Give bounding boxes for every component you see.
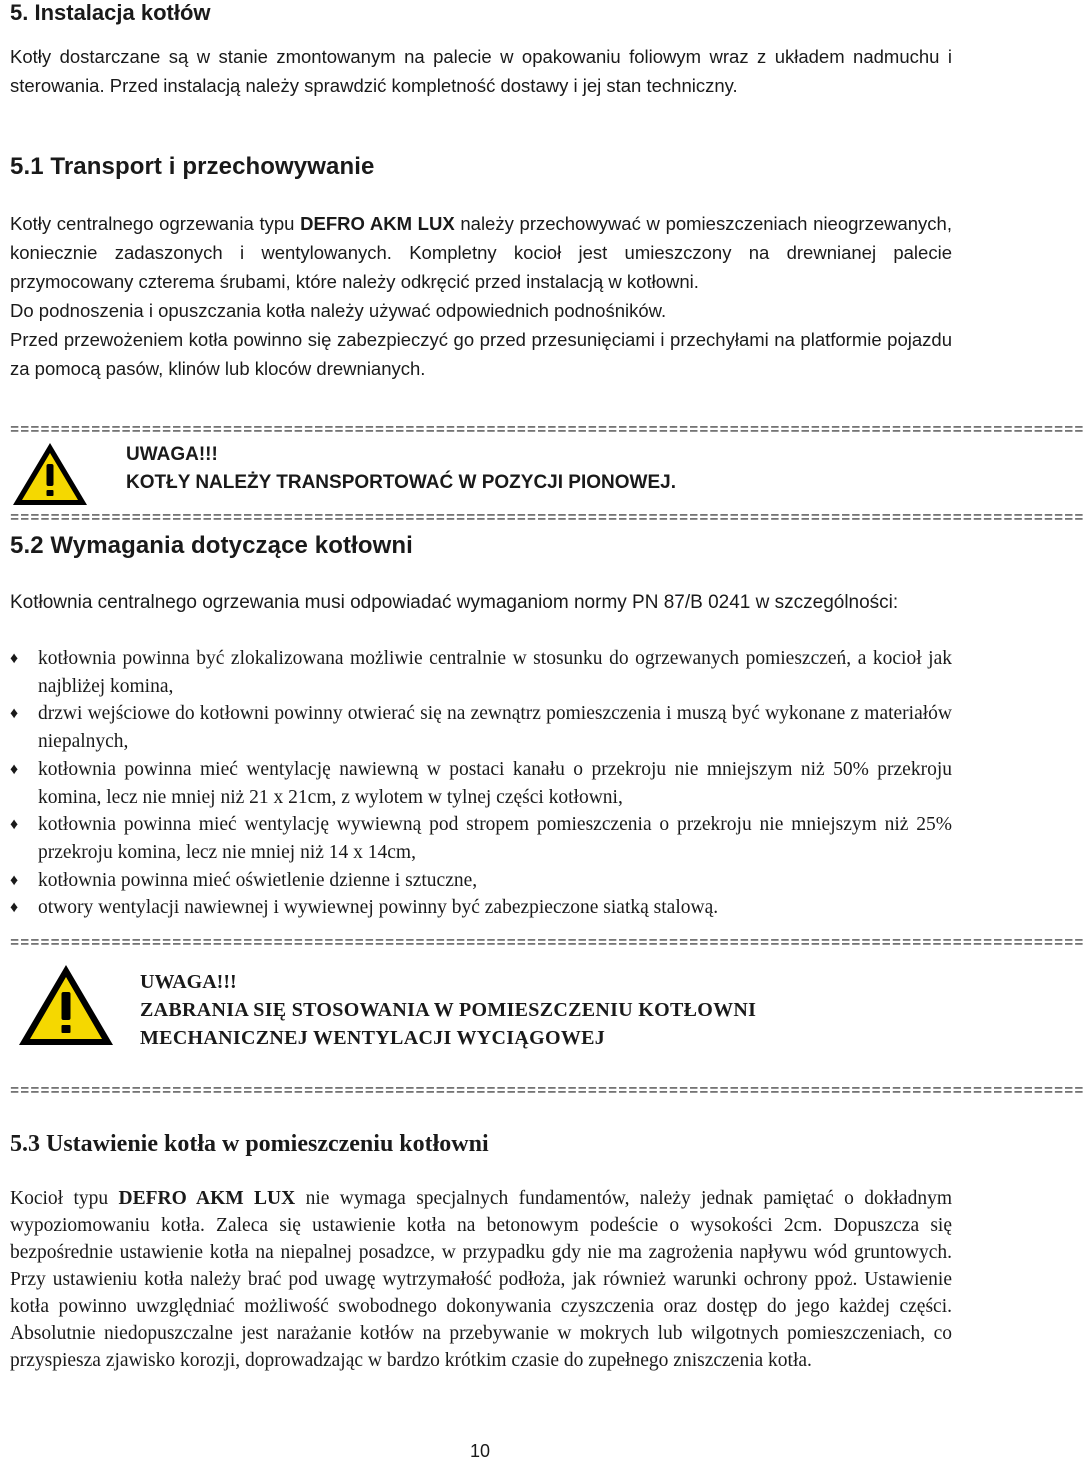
requirement-item — [10, 811, 952, 866]
section-5-3-body — [10, 1185, 952, 1374]
section-5-1-paragraph-2: Do podnoszenia i opuszczania kotła należy używać odpowiednich podnośników. — [10, 300, 667, 321]
requirement-item — [10, 867, 952, 895]
diamond-bullet-icon: ♦ — [10, 760, 19, 778]
text-run: nie wymaga specjalnych fundamentów, należy jednak pamiętać o dokładnym wypoziomowaniu kotła. Zaleca się ustawienie kotła na betonowym podeście o wysokości 2cm. Dopuszcza się bezpośrednie ustawienie kotła na niepalnej posadzce, w przypadku gdy nie ma zagrożenia napływu wód gruntowych. Przy ustawieniu kotła należy brać pod uwagę wytrzymałość podłoża, jak również warunki ochrony ppoż. Ustawienie kotła powinno uwzględniać możliwość swobodnego dokonywania czyszczenia oraz dostęp do jego każdej części. Absolutnie niedopuszczalne jest narażanie kotłów na przebywanie w mokrych lub wilgotnych pomieszczeniach, co przyspiesza zjawisko korozji, doprowadzając w bardzo krótkim czasie do zupełnego zniszczenia kotła. — [10, 1188, 952, 1371]
page-number: 10 — [469, 1441, 491, 1461]
requirement-item — [10, 645, 952, 700]
warning-box-ventilation — [10, 962, 952, 1052]
warning-box-transport — [10, 440, 952, 508]
separator-line: ========================================================================================================== — [10, 934, 1084, 952]
requirement-text: kotłownia powinna mieć wentylację nawiewną w postaci kanału o przekroju nie mniejszym niż 50% przekroju komina, lecz nie mniej niż 21 x 21cm, z wylotem w tylnej części kotłowni, — [38, 758, 952, 808]
section-5-heading: 5. Instalacja kotłów — [10, 0, 211, 25]
text-run: Kocioł typu — [10, 1188, 119, 1209]
diamond-bullet-icon: ♦ — [10, 650, 19, 667]
warning-title: UWAGA!!! — [126, 444, 218, 465]
requirement-text: otwory wentylacji nawiewnej i wywiewnej powinny być zabezpieczone siatką stalową. — [38, 897, 719, 919]
section-5-1-paragraph-3: Przed przewożeniem kotła powinno się zabezpieczyć go przed przesunięciami i przechyłami na platformie pojazdu za pomocą pasów, klinów lub kloców drewnianych. — [10, 329, 952, 379]
warning-title: UWAGA!!! — [140, 971, 237, 993]
warning-message-line-2: MECHANICZNEJ WENTYLACJI WYCIĄGOWEJ — [140, 1027, 606, 1049]
warning-triangle-icon — [10, 440, 90, 508]
section-5-1-heading: 5.1 Transport i przechowywanie — [10, 153, 375, 180]
requirement-text: kotłownia powinna mieć wentylację wywiewną pod stropem pomieszczenia o przekroju nie mniejszym niż 25% przekroju komina, lecz nie mniej niż 14 x 14cm, — [38, 814, 952, 863]
diamond-bullet-icon: ♦ — [10, 705, 19, 723]
separator-line: ========================================================================================================== — [10, 1082, 1084, 1100]
section-5-intro-block — [10, 42, 952, 100]
warning-message-line-1: ZABRANIA SIĘ STOSOWANIA W POMIESZCZENIU KOTŁOWNI — [140, 999, 757, 1021]
section-5-2-intro: Kotłownia centralnego ogrzewania musi odpowiadać wymaganiom normy PN 87/B 0241 w szczególności: — [10, 592, 899, 613]
section-5-1 — [10, 153, 952, 181]
diamond-bullet-icon: ♦ — [10, 871, 19, 889]
requirement-item — [10, 894, 952, 922]
section-5-3 — [10, 1131, 952, 1158]
section-5-3-paragraph — [10, 1185, 952, 1374]
requirements-list — [10, 645, 952, 922]
text-run: Kotły centralnego ogrzewania typu — [10, 213, 301, 234]
requirement-text: drzwi wejściowe do kotłowni powinny otwierać się na zewnątrz pomieszczenia i muszą być wykonane z materiałów niepalnych, — [38, 703, 952, 753]
section-5-2 — [10, 532, 952, 560]
diamond-bullet-icon: ♦ — [10, 899, 19, 917]
separator-line: ========================================================================================================== — [10, 509, 1084, 527]
requirements-list-container — [10, 645, 952, 922]
warning-message: KOTŁY NALEŻY TRANSPORTOWAĆ W POZYCJI PIONOWEJ. — [126, 472, 676, 493]
requirement-text: kotłownia powinna mieć oświetlenie dzienne i sztuczne, — [38, 869, 478, 891]
requirement-item — [10, 756, 952, 811]
section-5-1-paragraph-1 — [10, 209, 952, 296]
section-5-1-body — [10, 209, 952, 383]
requirement-item — [10, 700, 952, 755]
diamond-bullet-icon: ♦ — [10, 816, 19, 834]
separator-line: ========================================================================================================== — [10, 421, 1084, 439]
section-5-2-heading: 5.2 Wymagania dotyczące kotłowni — [10, 532, 413, 559]
product-name: DEFRO AKM LUX — [300, 213, 455, 234]
section-5 — [10, 0, 952, 26]
product-name: DEFRO AKM LUX — [118, 1188, 296, 1209]
requirement-text: kotłownia powinna być zlokalizowana możliwie centralnie w stosunku do ogrzewanych pomieszczeń, a kocioł jak najbliżej komina, — [38, 648, 952, 697]
section-5-intro: Kotły dostarczane są w stanie zmontowanym na palecie w opakowaniu foliowym wraz z układem nadmuchu i sterowania. Przed instalacją należy sprawdzić kompletność dostawy i jej stan techniczny. — [10, 46, 952, 96]
section-5-3-heading: 5.3 Ustawienie kotła w pomieszczeniu kotłowni — [10, 1131, 489, 1157]
warning-triangle-icon — [16, 962, 116, 1048]
section-5-2-intro-block — [10, 588, 952, 617]
text-run: należy przechowywać w pomieszczeniach nieogrzewanych, koniecznie zadaszonych i wentylowanych. Kompletny kocioł jest umieszczony na drewnianej palecie przymocowany czterema śrubami, które należy odkręcić przed instalacją w kotłowni. — [10, 213, 952, 292]
